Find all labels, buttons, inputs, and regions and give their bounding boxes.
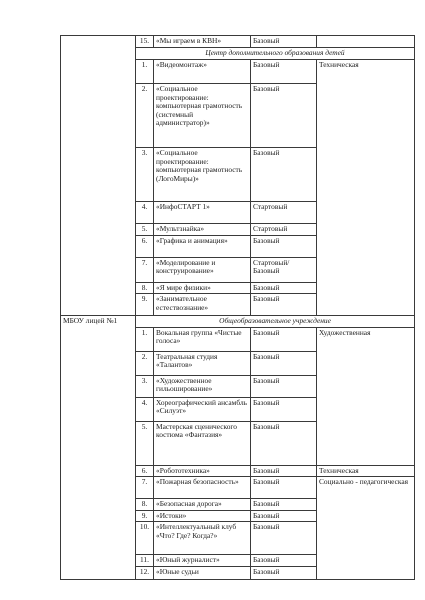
item-number: 1. [136, 327, 154, 351]
program-level: Базовый [251, 282, 317, 294]
program-level: Базовый [251, 465, 317, 477]
program-level: Базовый [251, 421, 317, 465]
section-title: Общеобразовательное учреждение [136, 316, 415, 328]
program-direction: Техническая [317, 465, 415, 477]
program-name: «Робототехника» [154, 465, 251, 477]
program-level: Базовый [251, 555, 317, 567]
program-direction: Художественная [317, 327, 415, 465]
org-name-cell: МБОУ лицей №1 [61, 316, 136, 580]
program-level: Базовый [251, 36, 317, 48]
program-name: «Моделирование и конструирование» [154, 257, 251, 282]
item-number: 5. [136, 224, 154, 236]
item-number: 2. [136, 84, 154, 148]
item-number: 3. [136, 148, 154, 202]
program-level: Базовый [251, 327, 317, 351]
program-level: Базовый [251, 375, 317, 397]
program-name: «Мультзнайка» [154, 224, 251, 236]
program-name: «Я мире физики» [154, 282, 251, 294]
program-level: Базовый [251, 397, 317, 421]
section-title: Центр дополнительного образования детей [136, 48, 415, 60]
programs-table-body [61, 36, 415, 580]
program-name: «Видеомонтаж» [154, 60, 251, 84]
item-number: 4. [136, 397, 154, 421]
program-name: «Художественное гильоширование» [154, 375, 251, 397]
program-level: Базовый [251, 510, 317, 522]
program-level: Базовый [251, 351, 317, 375]
item-number: 7. [136, 477, 154, 499]
program-level: Базовый [251, 148, 317, 202]
programs-table [60, 35, 415, 580]
item-number: 11. [136, 555, 154, 567]
program-name: «Социальное проектирование: компьютерная грамотность (ЛогоМиры)» [154, 148, 251, 202]
program-level: Базовый [251, 294, 317, 316]
program-level: Стартовый [251, 202, 317, 224]
program-direction [317, 36, 415, 48]
program-level: Стартовый/ Базовый [251, 257, 317, 282]
item-number: 8. [136, 499, 154, 511]
program-name: «Пожарная безопасность» [154, 477, 251, 499]
program-level: Базовый [251, 522, 317, 555]
item-number: 9. [136, 294, 154, 316]
item-number: 2. [136, 351, 154, 375]
program-level: Стартовый [251, 224, 317, 236]
item-number: 8. [136, 282, 154, 294]
program-name: Мастерская сценического костюма «Фантазия» [154, 421, 251, 465]
program-name: «Интеллектуальный клуб «Что? Где? Когда?» [154, 522, 251, 555]
program-level: Базовый [251, 566, 317, 579]
program-name: Вокальная группа «Чистые голоса» [154, 327, 251, 351]
program-name: «Юные судьи [154, 566, 251, 579]
program-name: «Графика и анимация» [154, 235, 251, 257]
table-row [61, 36, 415, 48]
item-number: 15. [136, 36, 154, 48]
item-number: 3. [136, 375, 154, 397]
section-row [61, 316, 415, 328]
program-name: «Юный журналист» [154, 555, 251, 567]
program-level: Базовый [251, 60, 317, 84]
item-number: 6. [136, 235, 154, 257]
program-name: Хореографический ансамбль «Силуэт» [154, 397, 251, 421]
item-number: 4. [136, 202, 154, 224]
program-direction: Техническая [317, 60, 415, 316]
program-name: «Мы играем в КВН» [154, 36, 251, 48]
program-level: Базовый [251, 499, 317, 511]
program-name: Театральная студия «Талантов» [154, 351, 251, 375]
program-name: «ИнфоСТАРТ 1» [154, 202, 251, 224]
program-name: «Социальное проектирование: компьютерная грамотность (системный администратор)» [154, 84, 251, 148]
org-cell-empty [61, 36, 136, 316]
item-number: 9. [136, 510, 154, 522]
program-level: Базовый [251, 235, 317, 257]
item-number: 1. [136, 60, 154, 84]
program-level: Базовый [251, 84, 317, 148]
program-name: «Занимательное естествознание» [154, 294, 251, 316]
program-level: Базовый [251, 477, 317, 499]
item-number: 5. [136, 421, 154, 465]
item-number: 6. [136, 465, 154, 477]
program-name: «Безопасная дорога» [154, 499, 251, 511]
item-number: 12. [136, 566, 154, 579]
program-direction: Социально - педагогическая [317, 477, 415, 580]
item-number: 7. [136, 257, 154, 282]
item-number: 10. [136, 522, 154, 555]
program-name: «Истоки» [154, 510, 251, 522]
